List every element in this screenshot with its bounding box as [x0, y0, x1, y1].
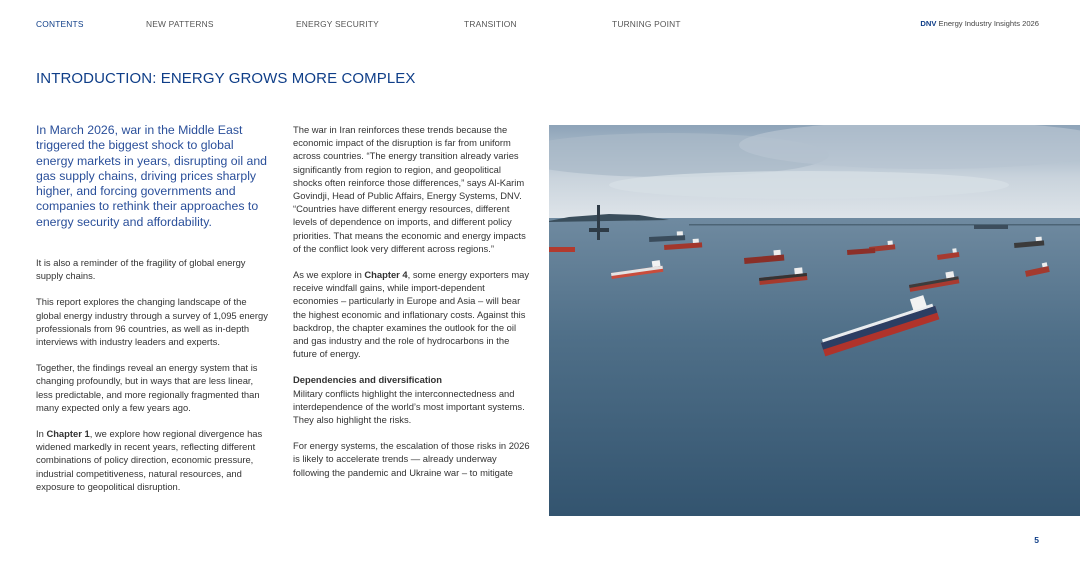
chapter-1-link: Chapter 1 — [46, 428, 90, 440]
page-number: 5 — [1034, 535, 1039, 545]
col1-p4-pre: In — [36, 428, 47, 440]
text-column-2 — [293, 123, 531, 492]
col1-paragraph-4 — [36, 427, 272, 493]
oil-rig — [589, 228, 609, 232]
subheading-dependencies: Dependencies and diversification — [293, 374, 443, 386]
oil-rig — [597, 205, 600, 240]
brand-mark: DNV — [920, 19, 937, 28]
tankers-photo-illustration — [549, 125, 1080, 516]
text-column-1 — [36, 256, 272, 506]
col1-paragraph-1: It is also a reminder of the fragility of global energy supply chains. — [36, 257, 246, 282]
col1-paragraph-2: This report explores the changing landscape of the global energy industry through a survey of 1,095 energy professionals from 96 countries, as well as in-depth interviews with industry leaders and experts. — [36, 296, 268, 348]
col2-paragraph-4: For energy systems, the escalation of those risks in 2026 is likely to accelerate trends — already underway following the pandemic and Ukraine war – to mitigate — [293, 440, 530, 478]
col2-paragraph-2 — [293, 268, 531, 360]
horizon-pier — [689, 224, 1080, 226]
cloud — [609, 171, 1009, 199]
tanker-ship — [974, 225, 1008, 229]
lead-paragraph: In March 2026, war in the Middle East triggered the biggest shock to global energy markets in years, disrupting oil and gas supply chains, driving prices sharply higher, and forcing governments and companies to rethink their approaches to energy security and affordability. — [36, 123, 268, 229]
title-part1: INTRODUCTION: — [36, 70, 157, 87]
brand-text: Energy Industry Insights 2026 — [938, 19, 1039, 28]
top-navigation — [0, 19, 1080, 31]
col2-p2-post: , some energy exporters may receive windfall gains, while import-dependent economies – particularly in Europe and Asia – will bear the highest economic and inflationary costs. Against this backdrop, the chapter examines the outlook for the oil and gas industry and the role of hydrocarbons in the future of energy. — [293, 269, 530, 360]
nav-energy-security[interactable]: ENERGY SECURITY — [296, 19, 379, 29]
nav-contents[interactable]: CONTENTS — [36, 19, 84, 29]
col1-paragraph-3: Together, the findings reveal an energy system that is changing profoundly, but in ways that are less linear, less predictable, and more regionally fragmented than many expected only a few years ago. — [36, 362, 260, 413]
col2-p2-pre: As we explore in — [293, 269, 365, 281]
brand-label — [920, 19, 1039, 28]
title-part2: ENERGY GROWS MORE COMPLEX — [160, 70, 416, 87]
col2-paragraph-3: Military conflicts highlight the interconnectedness and interdependence of the world’s most important systems. They also highlight the risks. — [293, 387, 525, 426]
tankers-photo — [549, 125, 1080, 516]
tanker-ship — [549, 247, 575, 252]
chapter-4-link: Chapter 4 — [364, 269, 408, 281]
col2-paragraph-1: The war in Iran reinforces these trends because the economic impact of the disruption is far from uniform across countries. “The energy transition already varies significantly from region to region, and geopolitical shocks often reinforce those differences,” says Al-Karim Govindji, Head of Public Affairs, Energy Systems, DNV. “Countries have different energy resources, different levels of dependence on imports, and different policy priorities. That means the economic and energy impacts of the conflict look very different across regions.” — [293, 124, 526, 254]
nav-transition[interactable]: TRANSITION — [464, 19, 517, 29]
col1-p4-post: , we explore how regional divergence has widened markedly in recent years, reflecting different combinations of policy direction, economic pressure, industrial competitiveness, natural resources, and exposure to geopolitical disruption. — [36, 428, 263, 492]
sea — [549, 218, 1080, 516]
nav-turning-point[interactable]: TURNING POINT — [612, 19, 681, 29]
nav-new-patterns[interactable]: NEW PATTERNS — [146, 19, 214, 29]
page-title — [36, 70, 416, 87]
